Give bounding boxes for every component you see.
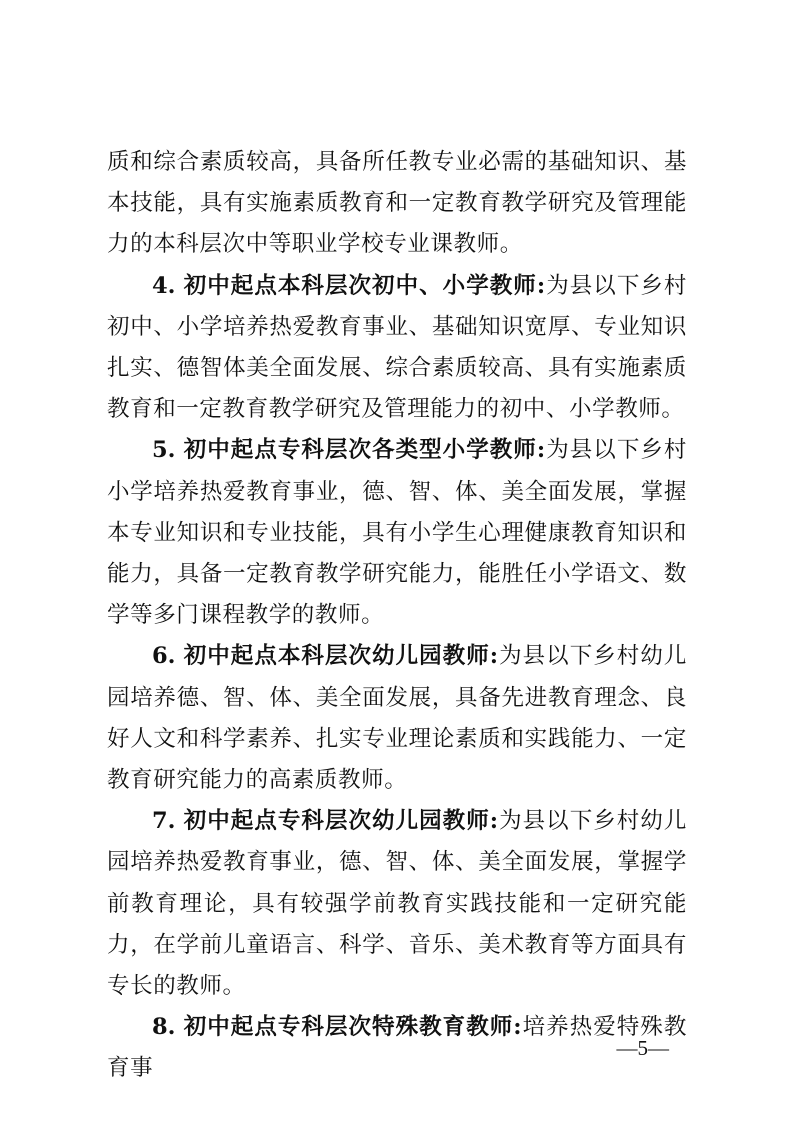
item-heading: 初中起点本科层次幼儿园教师:	[183, 643, 499, 670]
item-number: 7.	[152, 808, 176, 835]
list-item-6	[107, 636, 687, 801]
item-number: 8.	[152, 1014, 176, 1041]
item-heading: 初中起点专科层次幼儿园教师:	[183, 808, 499, 835]
item-text: 为县以下乡村幼儿园培养德、智、体、美全面发展，具备先进教育理念、良好人文和科学素养、扎实专业理论素质和实践能力、一定教育研究能力的高素质教师。	[107, 643, 687, 794]
continuation-paragraph: 质和综合素质较高，具备所任教专业必需的基础知识、基本技能，具有实施素质教育和一定教育教学研究及管理能力的本科层次中等职业学校专业课教师。	[107, 149, 687, 258]
item-heading: 初中起点专科层次特殊教育教师:	[183, 1014, 523, 1041]
item-number: 6.	[152, 643, 176, 670]
list-item-7	[107, 801, 687, 1007]
item-text: 培养热爱特殊教育事	[107, 1014, 687, 1082]
item-text: 为县以下乡村小学培养热爱教育事业，德、智、体、美全面发展，掌握本专业知识和专业技能，具有小学生心理健康教育知识和能力，具备一定教育教学研究能力，能胜任小学语文、数学等多门课程教学的教师。	[107, 437, 688, 629]
item-text: 为县以下乡村幼儿园培养热爱教育事业，德、智、体、美全面发展，掌握学前教育理论，具有较强学前教育实践技能和一定研究能力，在学前儿童语言、科学、音乐、美术教育等方面具有专长的教师。	[107, 808, 687, 1000]
item-heading: 初中起点专科层次各类型小学教师:	[183, 437, 546, 464]
item-number: 4.	[152, 272, 176, 299]
item-text: 为县以下乡村初中、小学培养热爱教育事业、基础知识宽厚、专业知识扎实、德智体美全面发展、综合素质较高、具有实施素质教育和一定教育教学研究及管理能力的初中、小学教师。	[107, 272, 688, 423]
list-item-8	[107, 1007, 687, 1089]
item-number: 5.	[152, 437, 176, 464]
item-heading: 初中起点本科层次初中、小学教师:	[183, 272, 546, 299]
list-item-5	[107, 430, 687, 636]
list-item-4	[107, 266, 687, 431]
document-body	[107, 142, 687, 1090]
page-number: —5—	[616, 1036, 669, 1060]
